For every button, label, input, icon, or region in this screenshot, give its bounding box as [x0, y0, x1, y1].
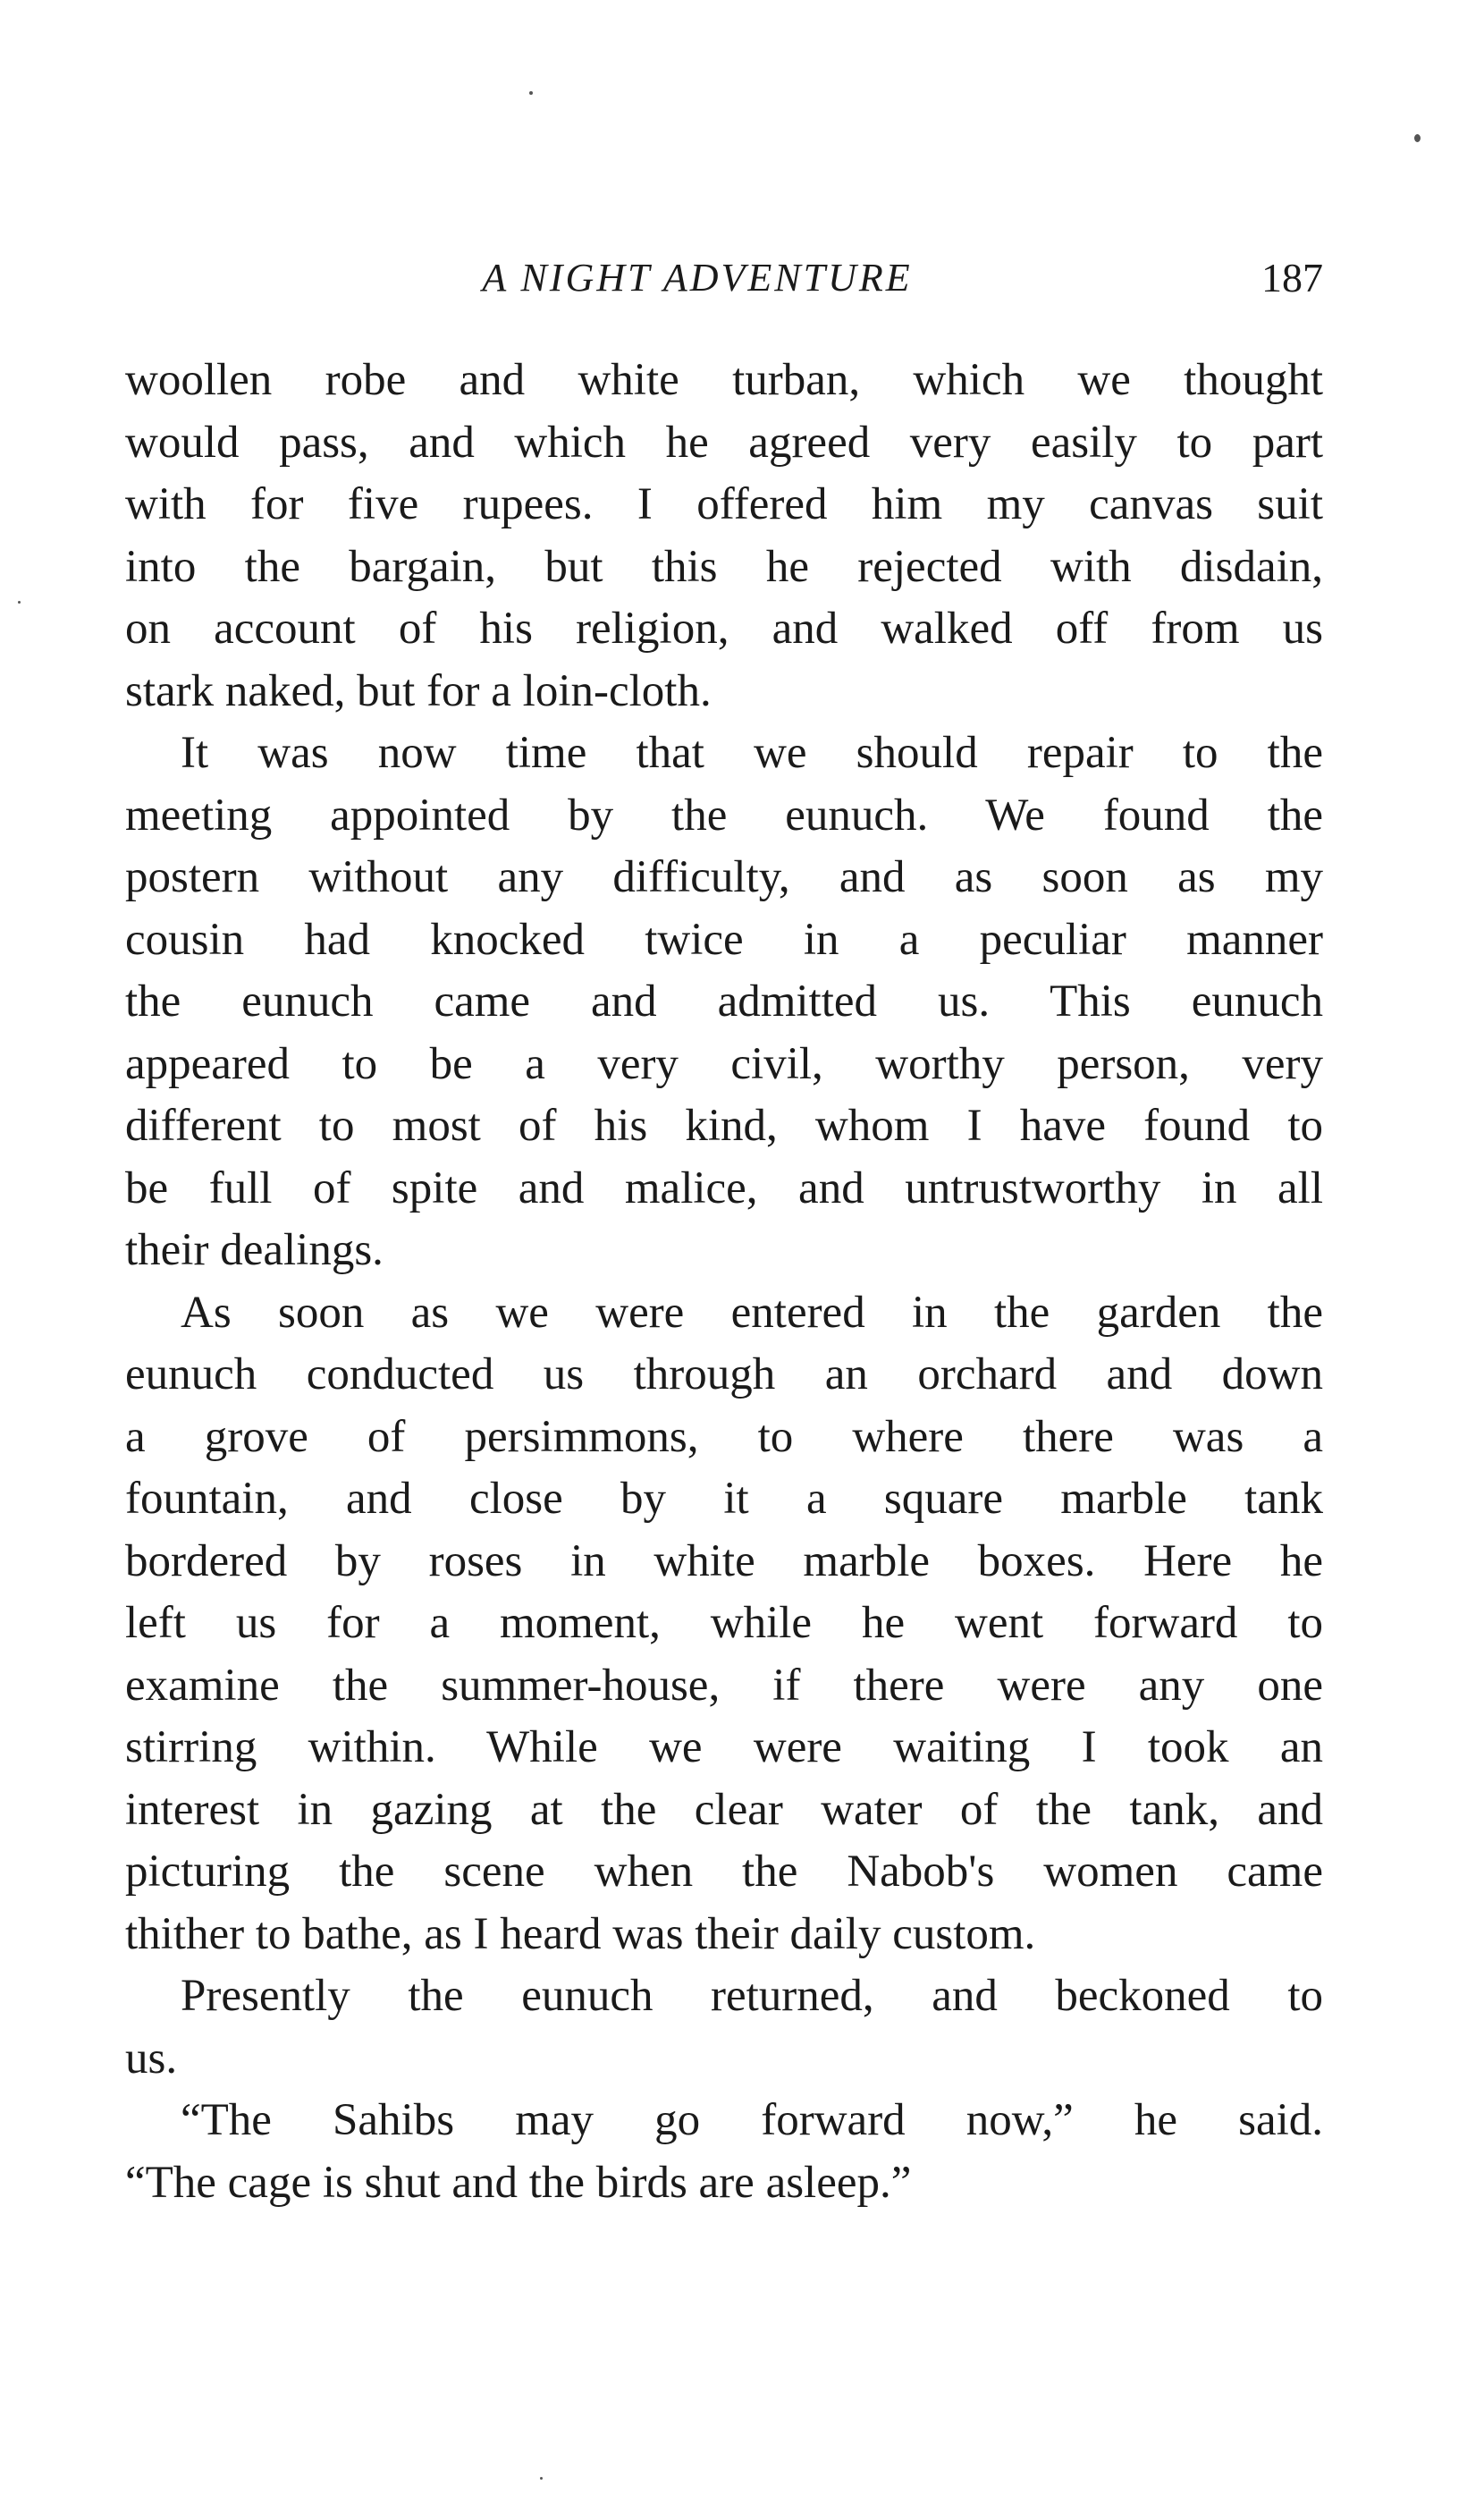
text-line: meeting appointed by the eunuch. We found the — [125, 790, 1323, 841]
paragraph-start-line: “The Sahibs may go forward now,” he said. — [181, 2095, 1323, 2145]
text-line: examine the summer-house, if there were any one — [125, 1660, 1323, 1711]
text-line: interest in gazing at the clear water of the tank, and — [125, 1784, 1323, 1835]
text-line: us. — [125, 2033, 178, 2084]
text-line: their dealings. — [125, 1225, 384, 1275]
text-line: cousin had knocked twice in a peculiar manner — [125, 914, 1323, 965]
running-title: A NIGHT ADVENTURE — [482, 256, 913, 300]
text-line: would pass, and which he agreed very easily to part — [125, 417, 1323, 468]
text-line: “The cage is shut and the birds are asleep.” — [125, 2157, 912, 2208]
print-speck — [1414, 134, 1421, 142]
text-line: thither to bathe, as I heard was their daily custom. — [125, 1908, 1036, 1959]
text-line: stark naked, but for a loin-cloth. — [125, 665, 712, 716]
text-line: into the bargain, but this he rejected with disdain, — [125, 541, 1323, 592]
text-line: stirring within. While we were waiting I took an — [125, 1722, 1323, 1772]
text-line: woollen robe and white turban, which we thought — [125, 355, 1323, 405]
text-line: a grove of persimmons, to where there was a — [125, 1411, 1323, 1462]
text-line: the eunuch came and admitted us. This eunuch — [125, 976, 1323, 1027]
text-line: postern without any difficulty, and as soon as my — [125, 852, 1323, 902]
running-head — [125, 247, 1323, 309]
text-line: picturing the scene when the Nabob's women came — [125, 1847, 1323, 1897]
print-speck — [18, 601, 21, 604]
text-line: with for five rupees. I offered him my canvas suit — [125, 479, 1323, 529]
text-line: appeared to be a very civil, worthy person, very — [125, 1038, 1323, 1089]
text-line: fountain, and close by it a square marble tank — [125, 1474, 1323, 1524]
paragraph-start-line: As soon as we were entered in the garden the — [181, 1287, 1323, 1338]
print-speck — [540, 2477, 543, 2480]
text-line: be full of spite and malice, and untrustworthy in all — [125, 1162, 1323, 1213]
text-line: bordered by roses in white marble boxes. Here he — [125, 1535, 1323, 1586]
page-number: 187 — [1261, 255, 1323, 300]
text-line: left us for a moment, while he went forward to — [125, 1598, 1323, 1648]
print-speck — [529, 91, 533, 95]
body-text — [125, 350, 1323, 2214]
paragraph-start-line: It was now time that we should repair to the — [181, 728, 1323, 778]
text-line: on account of his religion, and walked off from us — [125, 604, 1323, 654]
text-line: different to most of his kind, whom I have found to — [125, 1101, 1323, 1151]
paragraph-start-line: Presently the eunuch returned, and beckoned to — [181, 1971, 1323, 2021]
text-line: eunuch conducted us through an orchard and down — [125, 1349, 1323, 1399]
